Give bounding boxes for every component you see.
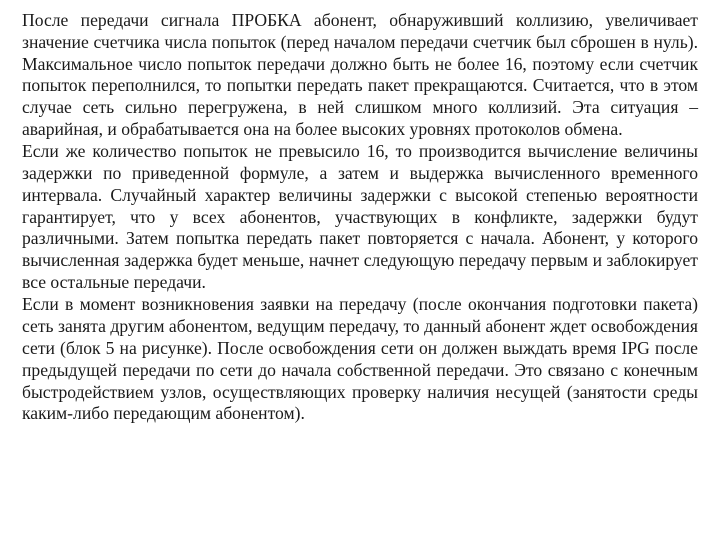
paragraph-2: Если же количество попыток не превысило 16, то производится вычисление величины задержки по приведенной формуле, а затем и выдержка вычисленного временного интервала. Случайный характер величины задержки с высокой степенью вероятности гарантирует, что у всех абонентов, участвующих в конфликте, задержки будут различными. Затем попытка передать пакет повторяется с начала. Абонент, у которого вычисленная задержка будет меньше, начнет следующую передачу первым и заблокирует все остальные передачи. — [22, 141, 698, 293]
paragraph-1: После передачи сигнала ПРОБКА абонент, обнаруживший коллизию, увеличивает значение счетчика числа попыток (перед началом передачи счетчик был сброшен в нуль). Максимальное число попыток передачи должно быть не более 16, поэтому если счетчик попыток переполнился, то попытки передать пакет прекращаются. Считается, что в этом случае сеть сильно перегружена, в ней слишком много коллизий. Эта ситуация – аварийная, и обрабатывается она на более высоких уровнях протоколов обмена. — [22, 10, 698, 139]
document-page — [22, 10, 698, 425]
paragraph-3: Если в момент возникновения заявки на передачу (после окончания подготовки пакета) сеть занята другим абонентом, ведущим передачу, то данный абонент ждет освобождения сети (блок 5 на рисунке). После освобождения сети он должен выждать время IPG после предыдущей передачи по сети до начала собственной передачи. Это связано с конечным быстродействием узлов, осуществляющих проверку наличия несущей (занятости среды каким-либо передающим абонентом). — [22, 294, 698, 424]
